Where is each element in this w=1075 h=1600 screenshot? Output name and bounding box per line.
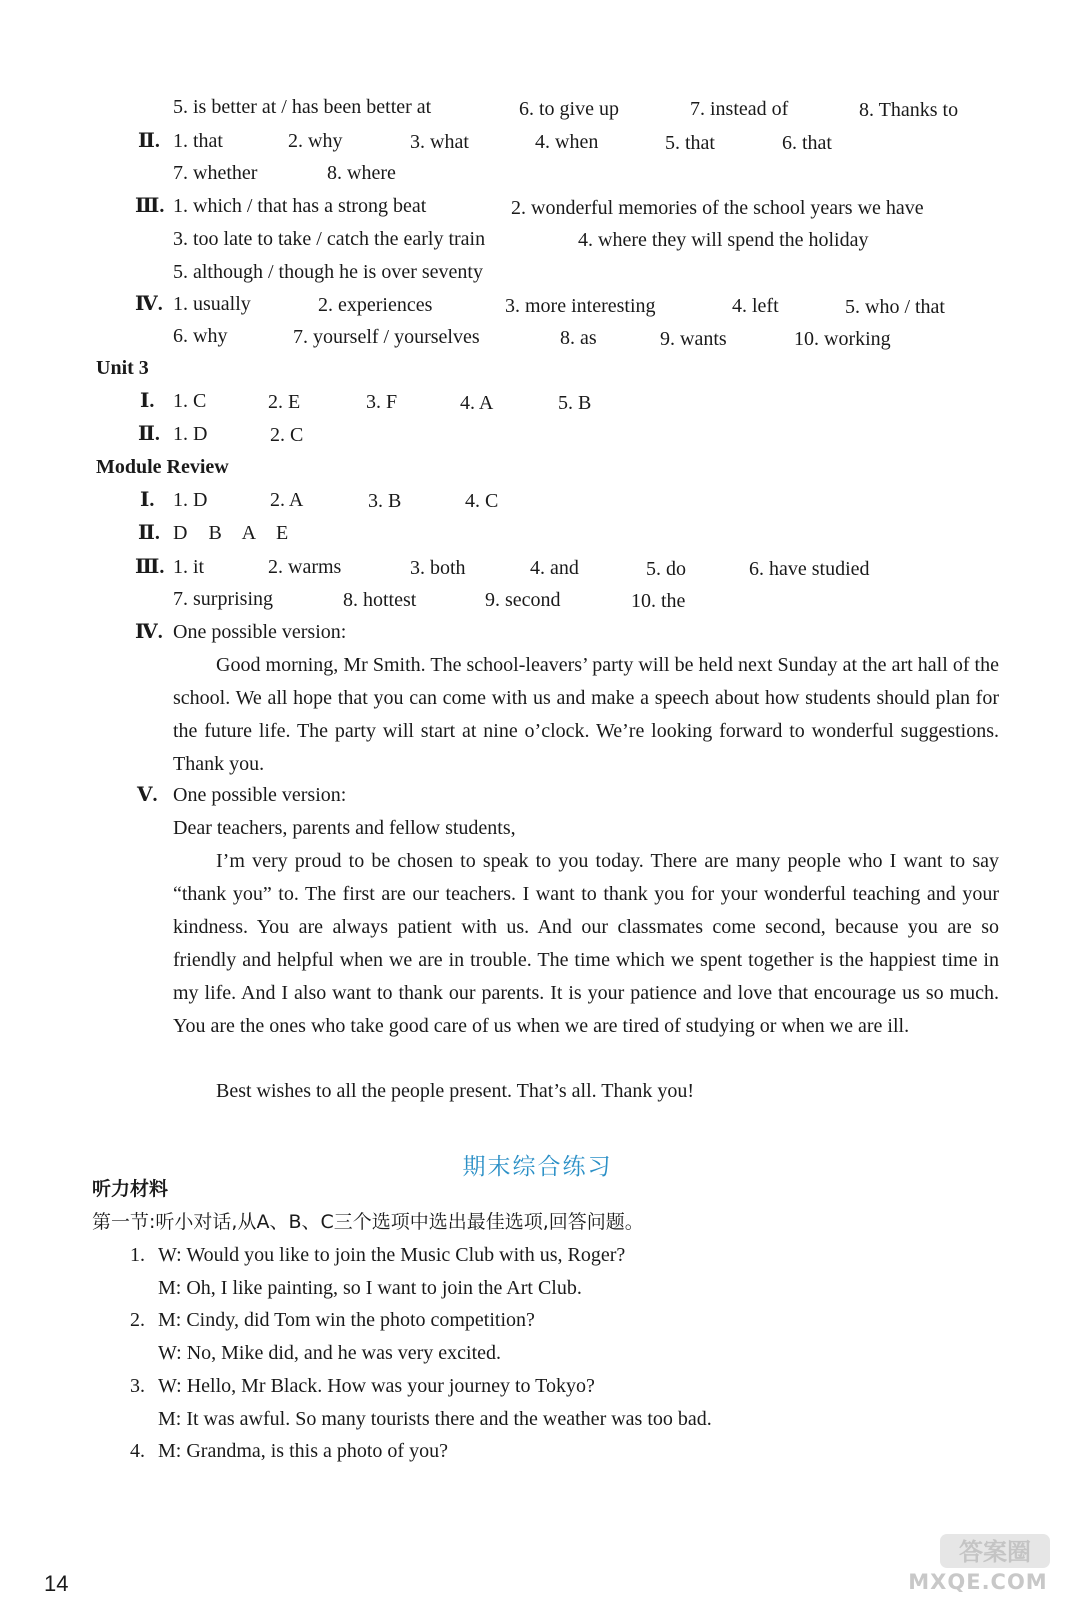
answer: 2. warms: [268, 556, 342, 578]
answer: 5. although / though he is over seventy: [173, 261, 483, 283]
answer: 5. is better at / has been better at: [173, 96, 432, 118]
answer: 2. A: [270, 489, 304, 511]
answer: 7. surprising: [173, 588, 273, 610]
answer: 5. do: [646, 558, 686, 580]
dialogue-line: M: Cindy, did Tom win the photo competition?: [158, 1309, 535, 1331]
roman-numeral: Ⅳ.: [135, 293, 163, 315]
listening-heading: 听力材料: [92, 1178, 169, 1200]
answer: 10. working: [794, 328, 891, 350]
answer: 7. instead of: [690, 98, 789, 120]
answer: 3. B: [368, 490, 402, 512]
dialogue-line: W: Would you like to join the Music Club with us, Roger?: [158, 1244, 626, 1266]
answer: 7. whether: [173, 162, 258, 184]
roman-numeral: Ⅱ.: [138, 130, 160, 152]
roman-numeral: Ⅴ.: [137, 784, 158, 806]
answer: 2. E: [268, 391, 301, 413]
answer: 9. wants: [660, 328, 727, 350]
dialogue-line: M: Grandma, is this a photo of you?: [158, 1440, 448, 1462]
answer: 2. experiences: [318, 294, 433, 316]
answer: 6. to give up: [519, 98, 619, 120]
section-title: 期末综合练习: [462, 1154, 613, 1180]
answer: 8. where: [327, 162, 396, 184]
answer: 5. that: [665, 132, 715, 154]
answer: 2. C: [270, 424, 304, 446]
roman-numeral: Ⅲ.: [135, 195, 165, 217]
answer: 9. second: [485, 589, 561, 611]
answer: 3. what: [410, 131, 469, 153]
answer: 4. C: [465, 490, 499, 512]
answer: 7. yourself / yourselves: [293, 326, 480, 348]
dialogue-number: 2.: [130, 1309, 145, 1331]
answer: 3. F: [366, 391, 398, 413]
answer: 10. the: [631, 590, 686, 612]
roman-numeral: Ⅰ.: [140, 390, 155, 412]
answer: 8. Thanks to: [859, 99, 959, 121]
answer: 1. that: [173, 130, 223, 152]
speech-greeting: Dear teachers, parents and fellow students,: [173, 817, 516, 839]
roman-numeral: Ⅰ.: [140, 489, 155, 511]
answer: 1. it: [173, 556, 205, 578]
answer: 1. usually: [173, 293, 251, 315]
answer: 4. when: [535, 131, 599, 153]
dialogue-line: W: Hello, Mr Black. How was your journey to Tokyo?: [158, 1375, 595, 1397]
dialogue-line: M: It was awful. So many tourists there and the weather was too bad.: [158, 1408, 712, 1430]
sample-paragraph: Good morning, Mr Smith. The school-leavers’ party will be held next Sunday at the art hall of the school. We all hope that you can come with us and make a speech about how students should plan for the future life. The party will start at nine o’clock. We’re looking forward to wonderful suggestions. Thank you.: [173, 654, 999, 775]
answer: 2. wonderful memories of the school years we have: [511, 197, 924, 219]
answer: 8. hottest: [343, 589, 417, 611]
watermark-top-text: 答案圈: [959, 1538, 1031, 1566]
answer: 6. why: [173, 325, 228, 347]
dialogue-number: 3.: [130, 1375, 145, 1397]
answer: 3. both: [410, 557, 466, 579]
answer: 1. D: [173, 423, 208, 445]
answer: 1. which / that has a strong beat: [173, 195, 427, 217]
version-intro: One possible version:: [173, 784, 347, 806]
answer: 6. that: [782, 132, 832, 154]
version-intro: One possible version:: [173, 621, 347, 643]
watermark-logo: [896, 1528, 1061, 1594]
answer: 2. why: [288, 130, 343, 152]
roman-numeral: Ⅲ.: [135, 556, 165, 578]
speech-closing: Best wishes to all the people present. That’s all. Thank you!: [216, 1080, 695, 1102]
answer: 5. who / that: [845, 296, 945, 318]
answer: 4. where they will spend the holiday: [578, 229, 869, 251]
answer: 4. left: [732, 295, 779, 317]
answer: 3. more interesting: [505, 295, 656, 317]
answer: 3. too late to take / catch the early train: [173, 228, 486, 250]
module-review-heading: Module Review: [96, 456, 229, 478]
answer: 4. and: [530, 557, 579, 579]
answer: 8. as: [560, 327, 597, 349]
page-number: 14: [44, 1571, 69, 1596]
unit-3-heading: Unit 3: [96, 357, 149, 379]
speech-body: I’m very proud to be chosen to speak to you today. There are many people who I want to say “thank you” to. The first are our teachers. I want to thank you for your wonderful teaching and your kindness. You are always patient with us. And our classmates come second, because you are so friendly and helpful when we are in trouble. The time which we spent together is the happiest time in my life. And I also want to thank our parents. It is your patience and love that encourage us so much. You are the ones who take good care of us when we are tired of studying or when we are ill.: [173, 850, 999, 1037]
watermark-bottom-text: MXQE.COM: [908, 1570, 1048, 1594]
answer: 1. C: [173, 390, 207, 412]
roman-numeral: Ⅱ.: [138, 423, 160, 445]
roman-numeral: Ⅳ.: [135, 621, 163, 643]
roman-numeral: Ⅱ.: [138, 522, 160, 544]
answer: 4. A: [460, 392, 494, 414]
listening-instruction: 第一节:听小对话,从A、B、C三个选项中选出最佳选项,回答问题。: [92, 1211, 644, 1233]
dialogue-number: 1.: [130, 1244, 145, 1266]
answer: 5. B: [558, 392, 592, 414]
dialogue-number: 4.: [130, 1440, 145, 1462]
answer: 6. have studied: [749, 558, 870, 580]
dialogue-line: M: Oh, I like painting, so I want to join the Art Club.: [158, 1277, 582, 1299]
answer: 1. D: [173, 489, 208, 511]
answer: D B A E: [173, 522, 289, 544]
dialogue-line: W: No, Mike did, and he was very excited.: [158, 1342, 502, 1364]
